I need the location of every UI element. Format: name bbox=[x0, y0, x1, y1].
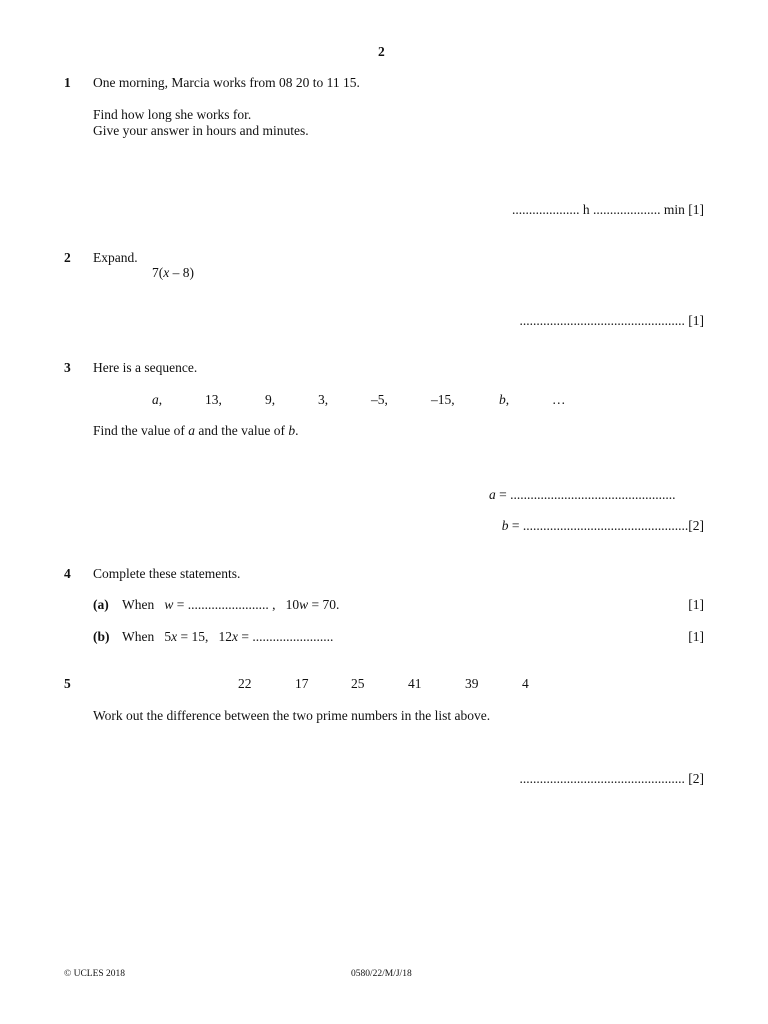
question-2-expression bbox=[152, 265, 194, 281]
sequence-ellipsis: … bbox=[552, 392, 566, 407]
answer-a-line[interactable]: a = ................................................. bbox=[489, 487, 676, 502]
question-2-instruction: Expand. bbox=[93, 250, 138, 265]
page-number: 2 bbox=[378, 44, 385, 59]
list-number: 39 bbox=[465, 676, 479, 691]
list-number: 25 bbox=[351, 676, 365, 691]
expr-prefix: 7( bbox=[152, 265, 164, 280]
footer-copyright: © UCLES 2018 bbox=[64, 969, 126, 979]
unit-hours: h bbox=[582, 202, 590, 217]
part-a-blank[interactable]: ........................ bbox=[187, 597, 269, 612]
marks: [1] bbox=[688, 202, 704, 217]
answer-blank[interactable]: ................................................. bbox=[519, 313, 685, 328]
list-number: 4 bbox=[522, 676, 529, 691]
sequence-term: 3, bbox=[318, 392, 329, 407]
marks: [2] bbox=[688, 771, 704, 786]
part-b-label: (b) bbox=[93, 629, 110, 644]
part-b-statement: When 5x = 15, 12x = ........................ bbox=[122, 629, 334, 644]
sequence-term-a: a, bbox=[152, 392, 163, 407]
question-1-number: 1 bbox=[64, 75, 71, 90]
expr-suffix: – 8) bbox=[169, 265, 194, 280]
question-5-answer-line[interactable] bbox=[520, 771, 705, 787]
answer-hours-blank[interactable]: .................... bbox=[511, 202, 580, 217]
question-5-text: Work out the difference between the two prime numbers in the list above. bbox=[93, 708, 491, 723]
list-number: 41 bbox=[408, 676, 422, 691]
unit-minutes: min bbox=[663, 202, 685, 217]
marks: [1] bbox=[688, 313, 704, 328]
footer-paper-code: 0580/22/M/J/18 bbox=[351, 969, 412, 979]
part-a-marks: [1] bbox=[688, 597, 704, 612]
question-3-text: Find the value of a and the value of b. bbox=[93, 423, 299, 438]
part-b-blank[interactable]: ........................ bbox=[252, 629, 334, 644]
question-1-instruction-2: Give your answer in hours and minutes. bbox=[93, 123, 309, 138]
question-2-number: 2 bbox=[64, 250, 71, 265]
question-1-instruction: Find how long she works for. bbox=[93, 107, 252, 122]
expr-variable: x bbox=[163, 265, 170, 280]
part-a-label: (a) bbox=[93, 597, 109, 612]
question-1-text: One morning, Marcia works from 08 20 to 11 15. bbox=[93, 75, 360, 90]
answer-a-label: a bbox=[489, 487, 496, 502]
list-number: 22 bbox=[238, 676, 252, 691]
list-number: 17 bbox=[295, 676, 309, 691]
sequence-term: –15, bbox=[431, 392, 455, 407]
question-3-number: 3 bbox=[64, 360, 71, 375]
answer-b-line[interactable]: b = .................................................[2] bbox=[501, 518, 704, 533]
question-4-intro: Complete these statements. bbox=[93, 566, 241, 581]
answer-b-label: b bbox=[501, 518, 509, 533]
sequence-term: –5, bbox=[371, 392, 388, 407]
question-4-number: 4 bbox=[64, 566, 71, 581]
answer-minutes-blank[interactable]: .................... bbox=[592, 202, 661, 217]
question-3-intro: Here is a sequence. bbox=[93, 360, 198, 375]
marks: [2] bbox=[688, 518, 704, 533]
sequence-term: 9, bbox=[265, 392, 276, 407]
question-2-answer-line[interactable] bbox=[520, 313, 705, 329]
sequence-term-b: b, bbox=[499, 392, 510, 407]
part-a-statement: When w = ........................ , 10w = 70. bbox=[122, 597, 340, 612]
answer-a-blank[interactable]: ................................................. bbox=[510, 487, 676, 502]
answer-b-blank[interactable]: ................................................. bbox=[522, 518, 689, 533]
question-5-number: 5 bbox=[64, 676, 71, 691]
sequence-term: 13, bbox=[205, 392, 222, 407]
question-1-answer-line[interactable] bbox=[512, 202, 704, 218]
answer-blank[interactable]: ................................................. bbox=[519, 771, 685, 786]
part-b-marks: [1] bbox=[688, 629, 704, 644]
